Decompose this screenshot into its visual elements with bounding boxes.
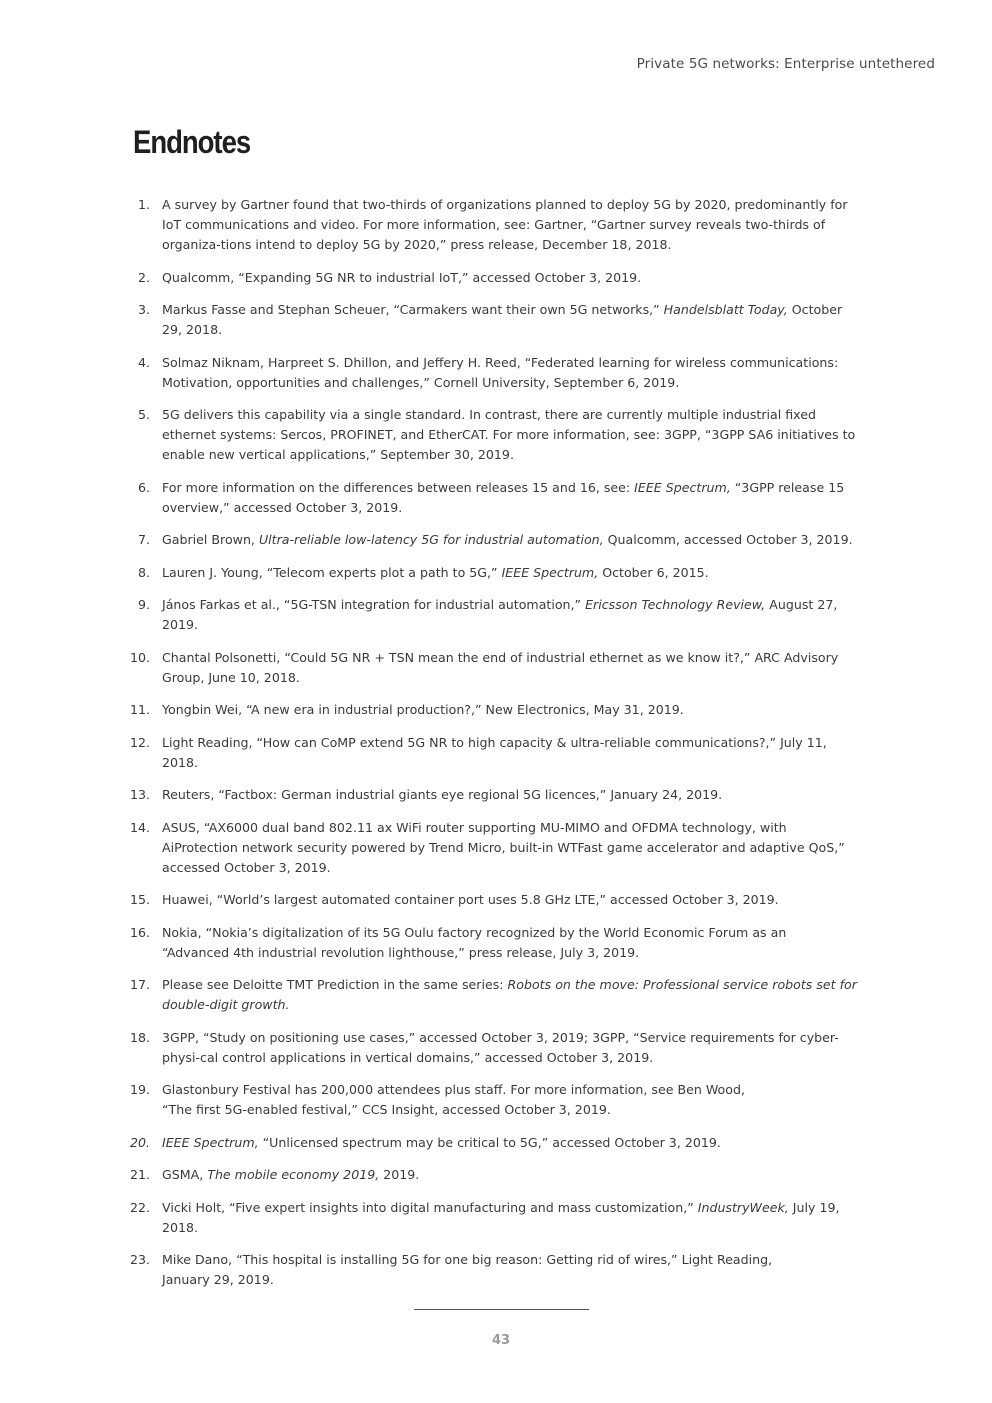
endnote-number: 19. [129,1082,150,1097]
endnote-text-run: “Unlicensed spectrum may be critical to 5G,” accessed October 3, 2019. [258,1134,721,1150]
endnote-text [162,1080,862,1120]
running-header: Private 5G networks: Enterprise untethered [636,56,935,72]
endnote-number: 17. [129,977,150,992]
endnote-text-run: Glastonbury Festival has 200,000 attendees plus staff. For more information, see Ben Wood, [162,1082,745,1097]
endnote-item [0,268,992,288]
endnote-text-run: GSMA, [162,1167,208,1182]
endnote-text-run: Yongbin Wei, “A new era in industrial production?,” New Electronics, May 31, 2019. [162,702,684,717]
endnote-text [162,405,862,465]
endnote-text-run: “Advanced 4th industrial revolution lighthouse,” press release, July 3, 2019. [162,944,640,960]
endnote-text-run: ASUS, “AX6000 dual band 802.11 ax WiFi router supporting MU-MIMO and OFDMA technology, with AiProtection network security powered by Trend Micro, built-in WTFast game accelerator and adaptive QoS,” accessed October 3, 2019. [162,819,845,875]
endnote-number: 20. [129,1134,150,1150]
endnote-italic-title: IEEE Spectrum, [634,479,731,495]
endnote-number: 23. [129,1252,150,1267]
endnote-text-run: January 29, 2019. [162,1272,274,1287]
endnote-italic-title: IEEE Spectrum, [162,1134,259,1150]
endnote-text-run: A survey by Gartner found that two-thirds of organizations planned to deploy 5G by 2020, predominantly for IoT communications and video. For more information, see: Gartner, “Gartner survey reveals two-thirds of organiza-tions intend to deploy 5G by 2020,” press release, December 18, 2018. [162,197,848,252]
endnote-text-run: Gabriel Brown, [162,532,259,547]
endnotes-list [0,195,992,1303]
endnote-italic-title: Ultra-reliable low-latency 5G for industrial automation, [258,532,604,547]
endnote-text [162,530,862,550]
endnote-text [162,478,862,518]
endnote-item [0,923,992,963]
endnote-text-run: Huawei, “World’s largest automated container port uses 5.8 GHz LTE,” accessed October 3, 2019. [162,892,779,907]
endnote-item [0,1198,992,1238]
endnote-text [162,923,862,963]
endnote-text-run: Vicki Holt, “Five expert insights into digital manufacturing and mass customization,” [162,1199,698,1215]
page-title: Endnotes [133,124,251,160]
endnote-number: 1. [137,197,150,212]
endnote-item [0,300,992,340]
endnote-item [0,530,992,550]
endnote-text-run: Nokia, “Nokia’s digitalization of its 5G Oulu factory recognized by the World Economic Forum as an [162,924,787,940]
endnote-text [162,1028,862,1068]
endnote-text-run: Mike Dano, “This hospital is installing 5G for one big reason: Getting rid of wires,” Light Reading, [162,1252,773,1267]
endnote-text [162,1165,862,1185]
endnote-text-run: Please see Deloitte TMT Prediction in the same series: [162,977,508,992]
endnote-number: 18. [129,1029,150,1045]
endnote-number: 4. [137,354,150,370]
endnote-item [0,195,992,255]
endnote-item [0,733,992,773]
endnote-text-run: Chantal Polsonetti, “Could 5G NR + TSN mean the end of industrial ethernet as we know it?,” ARC Advisory Group, June 10, 2018. [162,649,839,685]
endnote-number: 11. [129,702,150,717]
endnote-text [162,733,862,773]
endnote-item [0,353,992,393]
endnote-number: 13. [129,787,150,802]
endnote-item [0,1165,992,1185]
endnote-number: 14. [129,819,150,835]
endnote-text-run: For more information on the differences between releases 15 and 16, see: [162,479,635,495]
endnote-italic-title: IEEE Spectrum, [501,564,599,580]
endnote-text-run: “3GPP release 15 overview,” accessed October 3, 2019. [162,479,845,515]
endnote-text-run: 2019. [379,1167,420,1182]
endnote-number: 8. [137,564,150,580]
endnote-text [162,818,862,878]
endnote-number: 10. [129,649,150,665]
endnote-text-run: 5G delivers this capability via a single standard. In contrast, there are currently multiple industrial fixed ethernet systems: Sercos, PROFINET, and EtherCAT. For more information, see: 3GPP, “3GPP SA6 initiatives to enable new vertical applications,” September 30, 2019. [162,407,856,462]
endnote-item [0,405,992,465]
endnote-italic-title: The mobile economy 2019, [207,1167,380,1182]
endnote-text [162,353,862,393]
endnote-text-run: Qualcomm, “Expanding 5G NR to industrial IoT,” accessed October 3, 2019. [162,269,642,285]
endnote-item [0,1028,992,1068]
endnote-text [162,195,862,255]
footer-divider [414,1309,589,1310]
endnote-text-run: Markus Fasse and Stephan Scheuer, “Carmakers want their own 5G networks,” [162,302,664,317]
endnote-item [0,648,992,688]
endnote-text [162,300,862,340]
endnote-item [0,700,992,720]
endnote-number: 9. [137,597,150,612]
endnote-text [162,975,862,1015]
endnote-text [162,563,862,583]
endnote-italic-title: Ericsson Technology Review, [585,597,766,612]
endnote-text-run: Lauren J. Young, “Telecom experts plot a path to 5G,” [162,564,502,580]
endnote-number: 3. [137,302,150,317]
endnote-item [0,1080,992,1120]
endnote-text [162,268,862,288]
endnote-number: 21. [129,1167,150,1182]
endnote-text-run: October 29, 2018. [162,302,843,337]
endnote-number: 5. [137,407,150,422]
endnote-text-run: “The first 5G-enabled festival,” CCS Insight, accessed October 3, 2019. [162,1102,611,1117]
endnote-text-run: Light Reading, “How can CoMP extend 5G NR to high capacity & ultra-reliable communications?,” July 11, 2018. [162,734,827,770]
endnote-text-run: Reuters, “Factbox: German industrial giants eye regional 5G licences,” January 24, 2019. [162,787,723,802]
endnote-italic-title: Handelsblatt Today, [663,302,788,317]
endnote-text-run: János Farkas et al., “5G-TSN integration for industrial automation,” [162,597,586,612]
endnote-text [162,595,862,635]
endnote-text [162,700,862,720]
endnote-text-run: October 6, 2015. [598,564,709,580]
endnote-text-run: August 27, 2019. [162,597,838,632]
page-number: 43 [491,1333,511,1348]
endnote-number: 6. [137,479,150,495]
endnote-text-run: Qualcomm, accessed October 3, 2019. [603,532,853,547]
endnote-number: 7. [137,532,150,547]
endnote-item [0,595,992,635]
endnote-number: 22. [129,1199,150,1215]
endnote-number: 12. [129,734,150,750]
endnote-italic-title: IndustryWeek, [697,1199,789,1215]
endnote-item [0,818,992,878]
endnote-item [0,563,992,583]
endnote-text-run: Solmaz Niknam, Harpreet S. Dhillon, and Jeffery H. Reed, “Federated learning for wireless communications: Motivation, opportunities and challenges,” Cornell University, September 6, 2019. [162,354,839,390]
endnote-text [162,1250,862,1290]
endnote-text [162,648,862,688]
endnote-text-run: July 19, 2018. [162,1199,840,1235]
endnote-number: 16. [129,924,150,940]
endnote-number: 2. [137,269,150,285]
endnote-text-run: 3GPP, “Study on positioning use cases,” accessed October 3, 2019; 3GPP, “Service requirements for cyber-physi-cal control applications in vertical domains,” accessed October 3, 2019. [162,1029,839,1065]
endnote-number: 15. [129,892,150,907]
endnote-item [0,1133,992,1153]
endnote-text [162,1198,862,1238]
endnote-italic-title: Robots on the move: Professional service robots set for double-digit growth. [162,977,857,1012]
endnote-item [0,478,992,518]
endnote-item [0,785,992,805]
endnote-item [0,975,992,1015]
endnote-item [0,1250,992,1290]
endnote-text [162,785,862,805]
endnote-text [162,1133,862,1153]
endnote-text [162,890,862,910]
endnote-item [0,890,992,910]
